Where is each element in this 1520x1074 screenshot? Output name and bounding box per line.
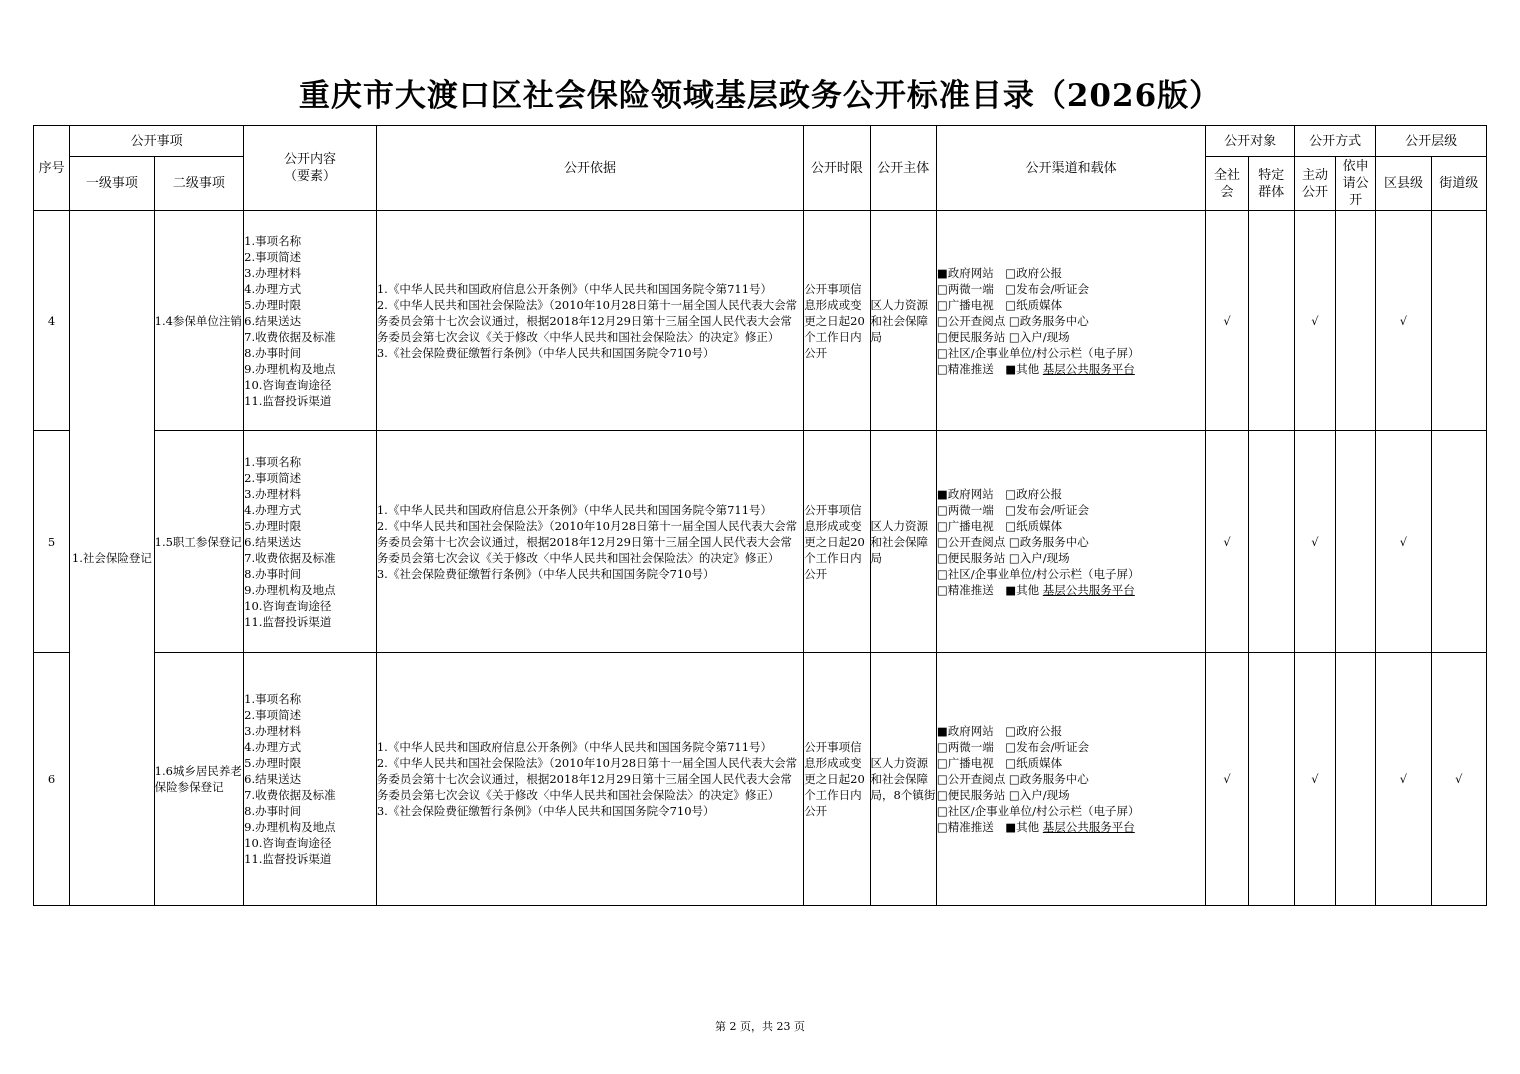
row-channels: ■政府网站 □政府公报 □两微一端 □发布会/听证会 □广播电视 □纸质媒体 □公开查阅点 □政务服务中心 □便民服务站 □入户/现场 □社区/企事业单位/村公示栏（电子屏） □精准推送 ■其他 基层公共服务平台: [936, 211, 1205, 431]
header-level2: 二级事项: [154, 157, 244, 211]
row-basis: 1.《中华人民共和国政府信息公开条例》（中华人民共和国国务院令第711号） 2.《中华人民共和国社会保险法》（2010年10月28日第十一届全国人民代表大会常务委员会第十七次会议通过，根据2018年12月29日第十三届全国人民代表大会常务委员会第七次会议《关于修改〈中华人民共和国社会保险法〉的决定》修正） 3.《社会保险费征缴暂行条例》（中华人民共和国国务院令710号）: [376, 431, 803, 653]
header-seq: 序号: [34, 126, 70, 211]
header-channel: 公开渠道和载体: [936, 126, 1205, 211]
row-time-limit: 公开事项信息形成或变更之日起20个工作日内公开: [804, 211, 870, 431]
level1-item: 1.社会保险登记: [70, 211, 154, 906]
channel-other-link: 基层公共服务平台: [1042, 582, 1135, 597]
header-target: 公开对象: [1206, 126, 1294, 157]
row-level2: 1.4参保单位注销: [154, 211, 244, 431]
row-subject: 区人力资源和社会保障局: [870, 431, 936, 653]
row-target-specific: [1248, 653, 1294, 906]
row-level-street: [1431, 211, 1486, 431]
row-method-request: [1336, 653, 1376, 906]
row-seq: 5: [34, 431, 70, 653]
header-method-request: 依申请公开: [1336, 157, 1376, 211]
row-level2: 1.5职工参保登记: [154, 431, 244, 653]
row-seq: 4: [34, 211, 70, 431]
row-target-all: √: [1206, 653, 1248, 906]
row-level-county: √: [1376, 653, 1431, 906]
row-content: 1.事项名称 2.事项简述 3.办理材料 4.办理方式 5.办理时限 6.结果送达 7.收费依据及标准 8.办事时间 9.办理机构及地点 10.咨询查询途径 11.监督投诉渠道: [244, 653, 377, 906]
row-time-limit: 公开事项信息形成或变更之日起20个工作日内公开: [804, 431, 870, 653]
row-target-all: √: [1206, 431, 1248, 653]
row-level-street: √: [1431, 653, 1486, 906]
row-channels: ■政府网站 □政府公报 □两微一端 □发布会/听证会 □广播电视 □纸质媒体 □公开查阅点 □政务服务中心 □便民服务站 □入户/现场 □社区/企事业单位/村公示栏（电子屏） □精准推送 ■其他 基层公共服务平台: [936, 431, 1205, 653]
channel-other-link: 基层公共服务平台: [1042, 820, 1135, 834]
row-target-all: √: [1206, 211, 1248, 431]
row-seq: 6: [34, 653, 70, 906]
row-content: 1.事项名称 2.事项简述 3.办理材料 4.办理方式 5.办理时限 6.结果送达 7.收费依据及标准 8.办事时间 9.办理机构及地点 10.咨询查询途径 11.监督投诉渠道: [244, 211, 377, 431]
row-method-active: √: [1294, 431, 1335, 653]
row-subject: 区人力资源和社会保障局，8个镇街: [870, 653, 936, 906]
page-footer: 第 2 页，共 23 页: [715, 1020, 805, 1033]
row-basis: 1.《中华人民共和国政府信息公开条例》（中华人民共和国国务院令第711号） 2.《中华人民共和国社会保险法》（2010年10月28日第十一届全国人民代表大会常务委员会第十七次会议通过，根据2018年12月29日第十三届全国人民代表大会常务委员会第七次会议《关于修改〈中华人民共和国社会保险法〉的决定》修正） 3.《社会保险费征缴暂行条例》（中华人民共和国国务院令710号）: [376, 211, 803, 431]
row-target-specific: [1248, 211, 1294, 431]
row-channels: ■政府网站 □政府公报 □两微一端 □发布会/听证会 □广播电视 □纸质媒体 □公开查阅点 □政务服务中心 □便民服务站 □入户/现场 □社区/企事业单位/村公示栏（电子屏） □精准推送 ■其他 基层公共服务平台: [936, 653, 1205, 906]
header-target-all: 全社会: [1206, 157, 1248, 211]
table-row: [34, 653, 1487, 906]
row-level-county: √: [1376, 431, 1431, 653]
row-method-active: √: [1294, 211, 1335, 431]
row-method-request: [1336, 431, 1376, 653]
row-level2: 1.6城乡居民养老保险参保登记: [154, 653, 244, 906]
table-row: [34, 431, 1487, 653]
channel-other-link: 基层公共服务平台: [1042, 361, 1135, 376]
row-method-request: [1336, 211, 1376, 431]
header-basis: 公开依据: [376, 126, 803, 211]
header-level-street: 街道级: [1431, 157, 1486, 211]
catalog-table: [33, 125, 1487, 906]
row-target-specific: [1248, 431, 1294, 653]
row-time-limit: 公开事项信息形成或变更之日起20个工作日内公开: [804, 653, 870, 906]
header-content: 公开内容（要素）: [244, 126, 377, 211]
row-content: 1.事项名称 2.事项简述 3.办理材料 4.办理方式 5.办理时限 6.结果送达 7.收费依据及标准 8.办事时间 9.办理机构及地点 10.咨询查询途径 11.监督投诉渠道: [244, 431, 377, 653]
page-title: 重庆市大渡口区社会保险领域基层政务公开标准目录（2026版）: [298, 78, 1222, 114]
header-method-active: 主动公开: [1294, 157, 1335, 211]
header-subject: 公开主体: [870, 126, 936, 211]
row-level-county: √: [1376, 211, 1431, 431]
table-row: [34, 211, 1487, 431]
header-level: 公开层级: [1376, 126, 1487, 157]
row-level-street: [1431, 431, 1486, 653]
header-method: 公开方式: [1294, 126, 1375, 157]
row-method-active: √: [1294, 653, 1335, 906]
header-level-county: 区县级: [1376, 157, 1431, 211]
row-basis: 1.《中华人民共和国政府信息公开条例》（中华人民共和国国务院令第711号） 2.《中华人民共和国社会保险法》（2010年10月28日第十一届全国人民代表大会常务委员会第十七次会议通过，根据2018年12月29日第十三届全国人民代表大会常务委员会第七次会议《关于修改〈中华人民共和国社会保险法〉的决定》修正） 3.《社会保险费征缴暂行条例》（中华人民共和国国务院令710号）: [376, 653, 803, 906]
header-target-specific: 特定群体: [1248, 157, 1294, 211]
header-gongkai-shixiang: 公开事项: [70, 126, 244, 157]
header-level1: 一级事项: [70, 157, 154, 211]
header-time-limit: 公开时限: [804, 126, 870, 211]
row-subject: 区人力资源和社会保障局: [870, 211, 936, 431]
